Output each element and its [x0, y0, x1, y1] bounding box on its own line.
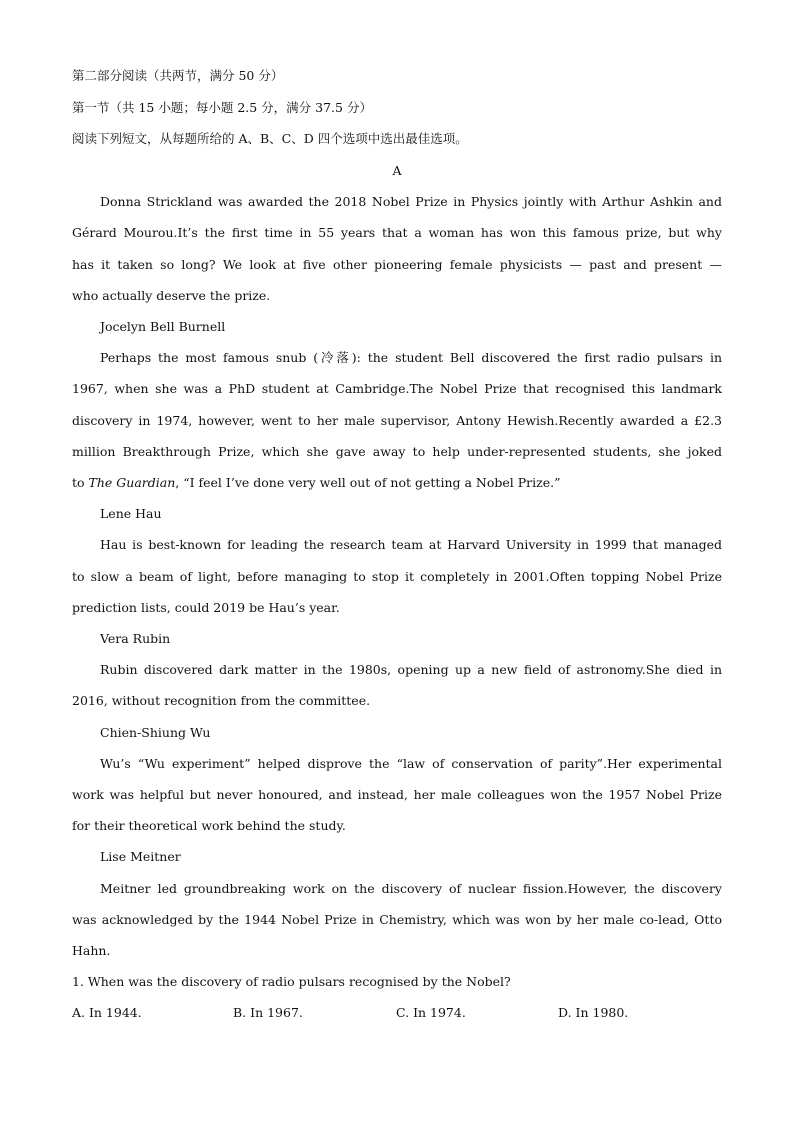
- section-name: Jocelyn Bell Burnell: [100, 319, 226, 334]
- publication-name: The Guardian: [88, 475, 176, 490]
- option-a: A. In 1944.: [72, 1005, 142, 1020]
- body-line: Hahn.: [72, 943, 111, 958]
- section-name: Lise Meitner: [100, 849, 181, 864]
- body-line: prediction lists, could 2019 be Hau’s year.: [72, 600, 340, 615]
- intro-line: who actually deserve the prize.: [72, 288, 271, 303]
- body-line: Perhaps the most famous snub (冷落): the student Bell discovered the first radio pulsars in: [100, 350, 722, 365]
- section-name: Lene Hau: [100, 506, 162, 521]
- body-text: , “I feel I’ve done very well out of not getting a Nobel Prize.”: [175, 475, 561, 490]
- body-line: Meitner led groundbreaking work on the discovery of nuclear fission.However, the discovery: [100, 881, 722, 896]
- body-line: to slow a beam of light, before managing to stop it completely in 2001.Often topping Nobel Prize: [72, 569, 722, 584]
- body-line: discovery in 1974, however, went to her male supervisor, Antony Hewish.Recently awarded a £2.3: [72, 413, 722, 428]
- instruction-text: 阅读下列短文，从每题所给的 A、B、C、D 四个选项中选出最佳选项。: [72, 131, 468, 146]
- intro-line: Donna Strickland was awarded the 2018 Nobel Prize in Physics jointly with Arthur Ashkin and: [100, 194, 722, 209]
- body-line: 1967, when she was a PhD student at Cambridge.The Nobel Prize that recognised this landmark: [72, 381, 722, 396]
- body-line: work was helpful but never honoured, and instead, her male colleagues won the 1957 Nobel Prize: [72, 787, 722, 802]
- body-line: Rubin discovered dark matter in the 1980s, opening up a new field of astronomy.She died in: [100, 662, 722, 677]
- body-line: was acknowledged by the 1944 Nobel Prize in Chemistry, which was won by her male co-lead, Otto: [72, 912, 722, 927]
- intro-line: has it taken so long? We look at five other pioneering female physicists — past and present —: [72, 257, 722, 272]
- question-stem: 1. When was the discovery of radio pulsars recognised by the Nobel?: [72, 974, 511, 989]
- option-d: D. In 1980.: [558, 1005, 629, 1020]
- option-c: C. In 1974.: [396, 1005, 466, 1020]
- body-line: 2016, without recognition from the committee.: [72, 693, 371, 708]
- part-heading: 第二部分阅读（共两节，满分 50 分）: [72, 68, 284, 83]
- option-b: B. In 1967.: [233, 1005, 303, 1020]
- body-line: Wu’s “Wu experiment” helped disprove the “law of conservation of parity”.Her experimental: [100, 756, 722, 771]
- section-name: Chien-Shiung Wu: [100, 725, 211, 740]
- section-name: Vera Rubin: [100, 631, 171, 646]
- intro-line: Gérard Mourou.It’s the first time in 55 years that a woman has won this famous prize, but why: [72, 225, 722, 240]
- body-text: to: [72, 475, 89, 490]
- section-heading: 第一节（共 15 小题；每小题 2.5 分，满分 37.5 分）: [72, 100, 372, 115]
- passage-letter: A: [392, 163, 402, 178]
- body-line: [72, 475, 722, 491]
- body-line: million Breakthrough Prize, which she gave away to help under-represented students, she joked: [72, 444, 722, 459]
- body-line: Hau is best-known for leading the research team at Harvard University in 1999 that managed: [100, 537, 722, 552]
- body-line: for their theoretical work behind the study.: [72, 818, 346, 833]
